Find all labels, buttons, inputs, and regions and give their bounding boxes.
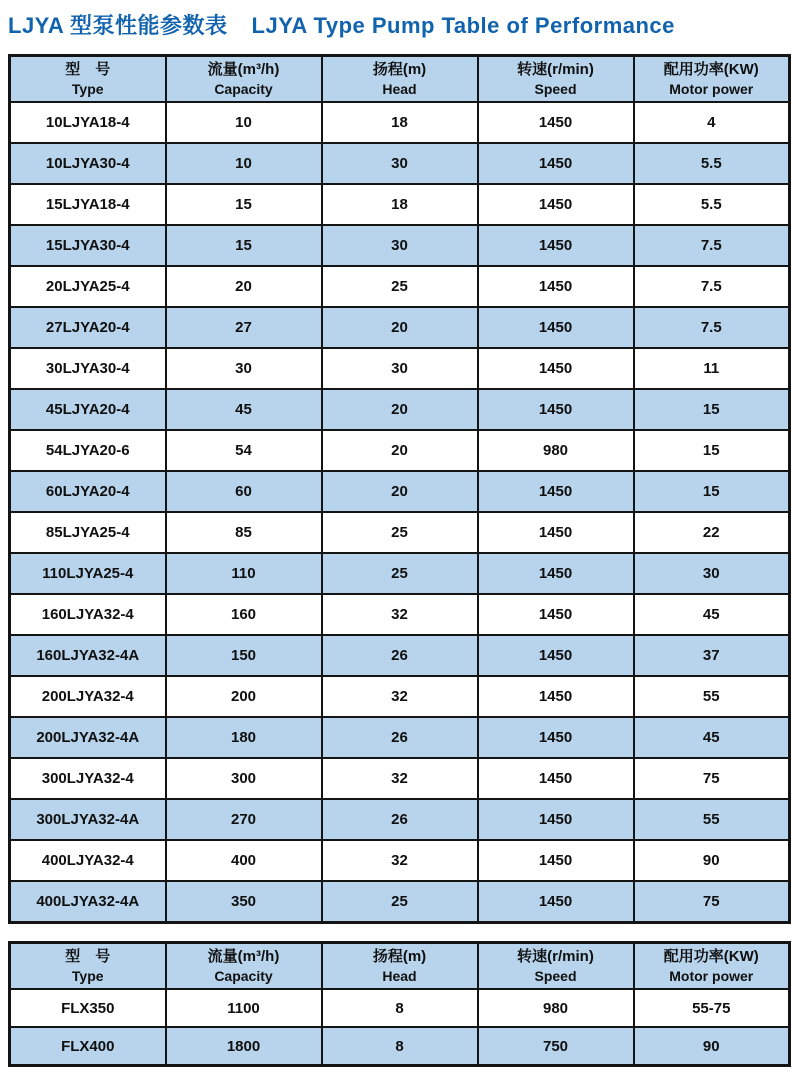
table-cell: 85 [166, 512, 322, 553]
table-cell: 1100 [166, 989, 322, 1027]
table-cell: 54LJYA20-6 [10, 430, 166, 471]
header-row [10, 56, 790, 103]
table-cell: 1450 [478, 799, 634, 840]
table-cell: 15LJYA30-4 [10, 225, 166, 266]
table-cell: 1450 [478, 635, 634, 676]
column-header-chinese: 流量(m³/h) [207, 61, 280, 79]
table-cell: 7.5 [634, 266, 790, 307]
table-cell: 10LJYA30-4 [10, 143, 166, 184]
table-cell: 1450 [478, 102, 634, 143]
table-cell: 980 [478, 989, 634, 1027]
table-cell: 32 [322, 676, 478, 717]
column-header-english: Speed [534, 967, 577, 984]
pump-performance-table-body [10, 102, 790, 923]
table-cell: 90 [634, 1027, 790, 1066]
table-cell: 75 [634, 881, 790, 923]
pump-performance-table [8, 54, 791, 924]
table-cell: 15 [166, 184, 322, 225]
table-cell: 18 [322, 102, 478, 143]
table-cell: 55-75 [634, 989, 790, 1027]
table-row [10, 389, 790, 430]
table-row [10, 102, 790, 143]
table-cell: 85LJYA25-4 [10, 512, 166, 553]
table-cell: 15 [634, 430, 790, 471]
table-cell: 10LJYA18-4 [10, 102, 166, 143]
table-cell: 25 [322, 553, 478, 594]
table-cell: 30 [166, 348, 322, 389]
table-row [10, 635, 790, 676]
table-cell: 750 [478, 1027, 634, 1066]
table-cell: 8 [322, 1027, 478, 1066]
table-cell: 45 [634, 594, 790, 635]
table-cell: 27LJYA20-4 [10, 307, 166, 348]
table-cell: 200LJYA32-4A [10, 717, 166, 758]
column-header-english: Motor power [669, 80, 754, 97]
table-cell: 1450 [478, 266, 634, 307]
table-cell: 25 [322, 266, 478, 307]
table-row [10, 989, 790, 1027]
table-cell: 22 [634, 512, 790, 553]
table-cell: 1450 [478, 840, 634, 881]
column-header [478, 943, 634, 990]
table-cell: 1450 [478, 184, 634, 225]
table-row [10, 758, 790, 799]
table-cell: 300LJYA32-4 [10, 758, 166, 799]
table-cell: 160 [166, 594, 322, 635]
column-header-english: Head [382, 967, 417, 984]
table-cell: 1450 [478, 717, 634, 758]
table-row [10, 553, 790, 594]
table-cell: 90 [634, 840, 790, 881]
column-header-chinese: 扬程(m) [372, 948, 427, 966]
table-cell: 300LJYA32-4A [10, 799, 166, 840]
table-cell: 25 [322, 881, 478, 923]
table-row [10, 430, 790, 471]
table-cell: 27 [166, 307, 322, 348]
table-cell: 15 [634, 389, 790, 430]
pump-performance-table-header [10, 56, 790, 103]
table-row [10, 348, 790, 389]
table-cell: 1450 [478, 389, 634, 430]
table-cell: 26 [322, 717, 478, 758]
table-cell: 1450 [478, 594, 634, 635]
table-cell: 10 [166, 143, 322, 184]
table-cell: 55 [634, 799, 790, 840]
table-cell: 60 [166, 471, 322, 512]
column-header-chinese: 转速(r/min) [517, 61, 594, 79]
table-cell: 1450 [478, 881, 634, 923]
column-header-chinese: 配用功率(KW) [663, 61, 759, 79]
table-cell: 400LJYA32-4A [10, 881, 166, 923]
table-cell: 1450 [478, 225, 634, 266]
table-cell: 1450 [478, 471, 634, 512]
table-cell: 1450 [478, 348, 634, 389]
column-header [478, 56, 634, 103]
table-cell: 60LJYA20-4 [10, 471, 166, 512]
table-cell: 1450 [478, 676, 634, 717]
column-header-english: Type [71, 80, 104, 97]
table-cell: 10 [166, 102, 322, 143]
table-cell: 30 [322, 348, 478, 389]
table-cell: 8 [322, 989, 478, 1027]
column-header-english: Head [382, 80, 417, 97]
table-cell: 18 [322, 184, 478, 225]
column-header-english: Capacity [214, 967, 273, 984]
table-cell: 25 [322, 512, 478, 553]
table-cell: 30 [322, 225, 478, 266]
table-cell: 45 [166, 389, 322, 430]
header-row [10, 943, 790, 990]
flx-pump-table-body [10, 989, 790, 1066]
table-row [10, 840, 790, 881]
table-cell: 160LJYA32-4A [10, 635, 166, 676]
table-cell: 350 [166, 881, 322, 923]
column-header [322, 943, 478, 990]
table-cell: 1450 [478, 143, 634, 184]
table-cell: 180 [166, 717, 322, 758]
page-title-chinese: LJYA 型泵性能参数表 [8, 13, 228, 38]
table-row [10, 881, 790, 923]
column-header [322, 56, 478, 103]
table-row [10, 307, 790, 348]
table-cell: 75 [634, 758, 790, 799]
table-cell: 32 [322, 594, 478, 635]
table-cell: 55 [634, 676, 790, 717]
flx-pump-table-header [10, 943, 790, 990]
table-cell: 270 [166, 799, 322, 840]
table-cell: 45LJYA20-4 [10, 389, 166, 430]
table-cell: 26 [322, 635, 478, 676]
column-header [634, 943, 790, 990]
table-cell: 300 [166, 758, 322, 799]
table-cell: 30 [322, 143, 478, 184]
column-header-chinese: 型 号 [65, 61, 111, 79]
table-cell: 160LJYA32-4 [10, 594, 166, 635]
column-header [166, 943, 322, 990]
table-cell: 4 [634, 102, 790, 143]
column-header [10, 56, 166, 103]
page-title [0, 0, 798, 40]
table-cell: 7.5 [634, 225, 790, 266]
table-cell: 54 [166, 430, 322, 471]
table-cell: 15 [634, 471, 790, 512]
table-cell: 15LJYA18-4 [10, 184, 166, 225]
column-header-chinese: 转速(r/min) [517, 948, 594, 966]
table-cell: 26 [322, 799, 478, 840]
table-row [10, 1027, 790, 1066]
table-cell: 20 [322, 430, 478, 471]
table-cell: 200LJYA32-4 [10, 676, 166, 717]
table-row [10, 512, 790, 553]
column-header-chinese: 扬程(m) [372, 61, 427, 79]
table-cell: 980 [478, 430, 634, 471]
column-header-chinese: 配用功率(KW) [663, 948, 759, 966]
column-header [10, 943, 166, 990]
column-header-english: Capacity [214, 80, 273, 97]
table-row [10, 143, 790, 184]
table-cell: 200 [166, 676, 322, 717]
table-cell: 30LJYA30-4 [10, 348, 166, 389]
table-cell: 1450 [478, 553, 634, 594]
table-row [10, 594, 790, 635]
table-row [10, 676, 790, 717]
table-cell: 32 [322, 758, 478, 799]
table-cell: 20 [322, 471, 478, 512]
table-cell: 400LJYA32-4 [10, 840, 166, 881]
table-cell: 20 [322, 389, 478, 430]
table-cell: 110 [166, 553, 322, 594]
table-cell: 20LJYA25-4 [10, 266, 166, 307]
column-header-english: Speed [534, 80, 577, 97]
flx-pump-table [8, 941, 791, 1067]
table-cell: 110LJYA25-4 [10, 553, 166, 594]
table-cell: 20 [166, 266, 322, 307]
table-cell: 150 [166, 635, 322, 676]
column-header-english: Motor power [669, 967, 754, 984]
column-header-chinese: 流量(m³/h) [207, 948, 280, 966]
table-cell: 15 [166, 225, 322, 266]
table-cell: 400 [166, 840, 322, 881]
table-cell: 11 [634, 348, 790, 389]
table-cell: 7.5 [634, 307, 790, 348]
column-header-chinese: 型 号 [65, 948, 111, 966]
table-cell: 45 [634, 717, 790, 758]
table-cell: 30 [634, 553, 790, 594]
table-cell: 1450 [478, 758, 634, 799]
table-cell: FLX350 [10, 989, 166, 1027]
table-row [10, 184, 790, 225]
table-cell: 1450 [478, 512, 634, 553]
table-cell: FLX400 [10, 1027, 166, 1066]
table-cell: 1450 [478, 307, 634, 348]
column-header-english: Type [71, 967, 104, 984]
table-cell: 32 [322, 840, 478, 881]
table-row [10, 799, 790, 840]
table-row [10, 717, 790, 758]
column-header [634, 56, 790, 103]
table-cell: 20 [322, 307, 478, 348]
table-cell: 37 [634, 635, 790, 676]
table-row [10, 471, 790, 512]
table-row [10, 266, 790, 307]
table-cell: 1800 [166, 1027, 322, 1066]
table-cell: 5.5 [634, 184, 790, 225]
table-cell: 5.5 [634, 143, 790, 184]
table-row [10, 225, 790, 266]
column-header [166, 56, 322, 103]
page-title-english: LJYA Type Pump Table of Performance [251, 13, 675, 38]
